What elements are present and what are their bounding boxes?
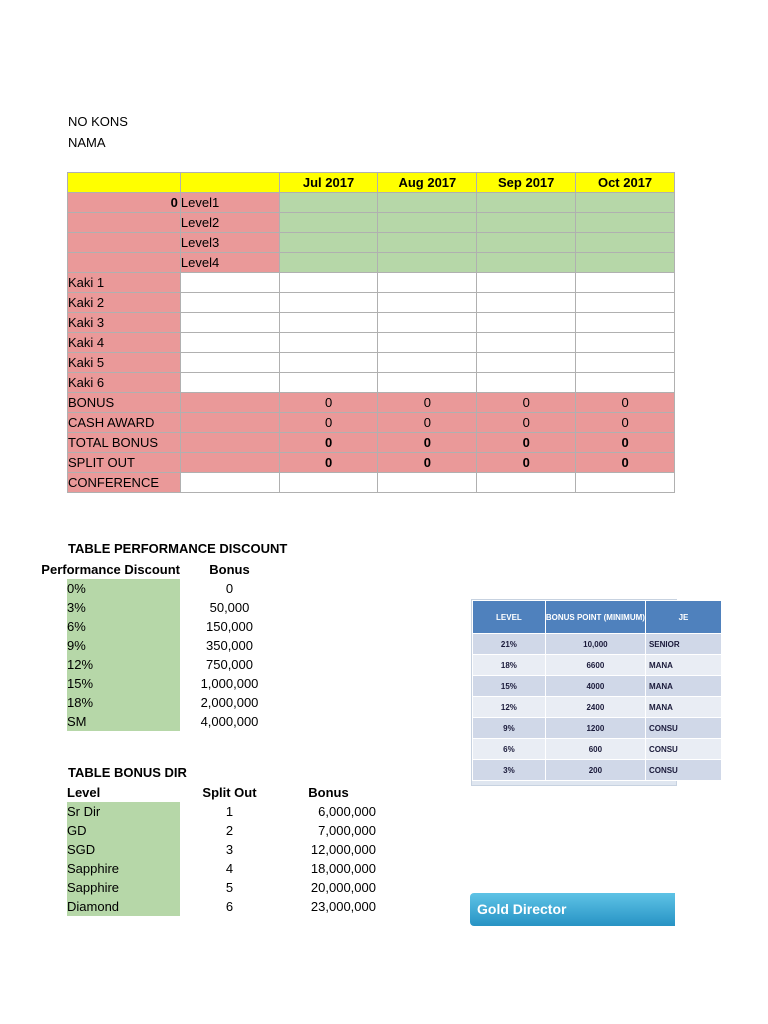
level-row (68, 253, 675, 273)
discount-cell: SM (67, 712, 180, 731)
month-header: Oct 2017 (576, 173, 675, 193)
conference-cell[interactable] (378, 473, 477, 493)
level-cell[interactable] (378, 233, 477, 253)
kaki-row (68, 273, 675, 293)
level-image-row (473, 760, 722, 781)
cash-award-label: CASH AWARD (68, 413, 181, 433)
level-cell[interactable] (378, 253, 477, 273)
level-cell[interactable] (477, 193, 576, 213)
kaki-cell[interactable] (378, 313, 477, 333)
conference-row (68, 473, 675, 493)
bonus-dir-row (67, 897, 378, 916)
bonus-cell: 0 (225, 581, 234, 596)
kaki-cell[interactable] (180, 273, 279, 293)
kaki-cell[interactable] (576, 353, 675, 373)
conference-cell[interactable] (180, 473, 279, 493)
level-image-row (473, 634, 722, 655)
level-image-row (473, 676, 722, 697)
total-bonus-value: 0 (477, 433, 576, 453)
bonus-cell: 7,000,000 (318, 823, 376, 838)
bonus-dir-row (67, 859, 378, 878)
level-cell[interactable] (378, 193, 477, 213)
level-image-point: 6600 (545, 655, 645, 676)
bonus-dir-header-row (67, 783, 378, 802)
bonus-cell: 18,000,000 (310, 861, 376, 876)
bonus-value: 0 (576, 393, 675, 413)
level-image-title: MANA (645, 697, 721, 718)
nama-label: NAMA (68, 135, 106, 150)
conference-cell[interactable] (576, 473, 675, 493)
kaki-cell[interactable] (477, 313, 576, 333)
kaki-cell[interactable] (378, 353, 477, 373)
split-out-col-header: Split Out (202, 785, 257, 800)
performance-row (67, 655, 279, 674)
bonus-value: 0 (477, 393, 576, 413)
level-cell: GD (67, 821, 180, 840)
performance-row (67, 693, 279, 712)
level-image-point: 600 (545, 739, 645, 760)
kaki-cell[interactable] (576, 313, 675, 333)
level-cell: Sr Dir (67, 802, 180, 821)
level-cell[interactable] (279, 193, 378, 213)
kaki-cell[interactable] (576, 273, 675, 293)
cash-award-row (68, 413, 675, 433)
level-image-title: CONSU (645, 760, 721, 781)
kaki-cell[interactable] (279, 293, 378, 313)
bonus-cell: 6,000,000 (318, 804, 376, 819)
kaki-cell[interactable] (378, 373, 477, 393)
level-label: Level3 (180, 233, 279, 253)
level-cell[interactable] (279, 213, 378, 233)
total-bonus-row (68, 433, 675, 453)
split-out-value: 0 (477, 453, 576, 473)
level-image-point: 1200 (545, 718, 645, 739)
split-out-value: 0 (279, 453, 378, 473)
level-cell[interactable] (477, 213, 576, 233)
level-cell[interactable] (477, 233, 576, 253)
level-image-level: 12% (473, 697, 546, 718)
split-out-value: 0 (378, 453, 477, 473)
level-image-title: CONSU (645, 718, 721, 739)
split-out-label: SPLIT OUT (68, 453, 181, 473)
kaki-label: Kaki 3 (68, 313, 181, 333)
discount-cell: 12% (67, 655, 180, 674)
bonus-row (68, 393, 675, 413)
bonus-dir-row (67, 821, 378, 840)
performance-row (67, 712, 279, 731)
bonus-dir-row (67, 802, 378, 821)
level-image-header-cell: LEVEL (473, 601, 546, 634)
level-image-header-cell: JE (645, 601, 721, 634)
level-cell[interactable] (477, 253, 576, 273)
level-requirements-table (472, 600, 722, 781)
kaki-cell[interactable] (576, 333, 675, 353)
level-image-title: SENIOR (645, 634, 721, 655)
level-image-level: 21% (473, 634, 546, 655)
level-requirements-image (471, 599, 689, 786)
kaki-cell[interactable] (279, 333, 378, 353)
conference-cell[interactable] (477, 473, 576, 493)
conference-cell[interactable] (279, 473, 378, 493)
kaki-row (68, 353, 675, 373)
kaki-cell[interactable] (378, 333, 477, 353)
bonus-cell: 50,000 (209, 600, 250, 615)
level-cell[interactable] (279, 233, 378, 253)
level-cell[interactable] (576, 233, 675, 253)
level-cell[interactable] (576, 253, 675, 273)
bonus-value: 0 (378, 393, 477, 413)
cash-award-value: 0 (576, 413, 675, 433)
level-row (68, 193, 675, 213)
level-image-level: 18% (473, 655, 546, 676)
kaki-cell[interactable] (180, 313, 279, 333)
split-cell: 5 (225, 880, 234, 895)
bonus-cell: 750,000 (206, 657, 253, 672)
level-image-title: MANA (645, 676, 721, 697)
kaki-cell[interactable] (180, 353, 279, 373)
level-image-point: 2400 (545, 697, 645, 718)
bonus-cell: 2,000,000 (200, 695, 259, 710)
performance-table-title: TABLE PERFORMANCE DISCOUNT (68, 541, 288, 556)
kaki-row (68, 333, 675, 353)
gold-director-banner: Gold Director (470, 893, 675, 926)
bonus-dir-row (67, 840, 378, 859)
kaki-row (68, 293, 675, 313)
cash-award-value: 0 (477, 413, 576, 433)
no-kons-label: NO KONS (68, 114, 128, 129)
level-image-header-cell: BONUS POINT (MINIMUM) (545, 601, 645, 634)
kaki-cell[interactable] (477, 333, 576, 353)
level-image-title: CONSU (645, 739, 721, 760)
kaki-cell[interactable] (477, 353, 576, 373)
bonus-cell: 4,000,000 (200, 714, 259, 729)
level-image-title: MANA (645, 655, 721, 676)
kaki-cell[interactable] (279, 313, 378, 333)
level-image-point: 4000 (545, 676, 645, 697)
bonus-cell: 20,000,000 (310, 880, 376, 895)
total-bonus-value: 0 (576, 433, 675, 453)
level-label: Level4 (180, 253, 279, 273)
level-image-point: 10,000 (545, 634, 645, 655)
level-cell[interactable] (279, 253, 378, 273)
kaki-cell[interactable] (576, 373, 675, 393)
level-image-level: 15% (473, 676, 546, 697)
kaki-cell[interactable] (576, 293, 675, 313)
split-cell: 2 (225, 823, 234, 838)
total-bonus-label: TOTAL BONUS (68, 433, 181, 453)
bonus-cell: 12,000,000 (310, 842, 376, 857)
discount-cell: 15% (67, 674, 180, 693)
kaki-cell[interactable] (279, 373, 378, 393)
bonus-cell: 1,000,000 (200, 676, 259, 691)
kaki-cell[interactable] (180, 293, 279, 313)
level-cell: Sapphire (67, 878, 180, 897)
kaki-row (68, 313, 675, 333)
performance-col-header: Performance Discount (41, 562, 180, 577)
bonus-value: 0 (279, 393, 378, 413)
split-out-row (68, 453, 675, 473)
level-image-row (473, 739, 722, 760)
month-header: Jul 2017 (279, 173, 378, 193)
main-bonus-table (67, 172, 675, 493)
conference-label: CONFERENCE (68, 473, 181, 493)
level-image-level: 6% (473, 739, 546, 760)
level-cell[interactable] (378, 213, 477, 233)
month-header: Sep 2017 (477, 173, 576, 193)
kaki-cell[interactable] (378, 293, 477, 313)
discount-cell: 18% (67, 693, 180, 712)
cash-award-value: 0 (279, 413, 378, 433)
level-image-row (473, 718, 722, 739)
performance-header-row (67, 560, 279, 579)
bonus-dir-row (67, 878, 378, 897)
level-label: Level1 (180, 193, 279, 213)
level-row (68, 233, 675, 253)
level-cell: SGD (67, 840, 180, 859)
level-cell: Sapphire (67, 859, 180, 878)
level-cell[interactable] (576, 213, 675, 233)
kaki-label: Kaki 6 (68, 373, 181, 393)
kaki-cell[interactable] (477, 293, 576, 313)
kaki-cell[interactable] (180, 333, 279, 353)
cash-award-value: 0 (378, 413, 477, 433)
discount-cell: 3% (67, 598, 180, 617)
kaki-label: Kaki 5 (68, 353, 181, 373)
discount-cell: 9% (67, 636, 180, 655)
discount-cell: 0% (67, 579, 180, 598)
level-image-header (473, 601, 722, 634)
kaki-cell[interactable] (180, 373, 279, 393)
level-cell: Diamond (67, 897, 180, 916)
level-image-level: 9% (473, 718, 546, 739)
split-cell: 3 (225, 842, 234, 857)
performance-row (67, 598, 279, 617)
kaki-cell[interactable] (477, 373, 576, 393)
bonus-label: BONUS (68, 393, 181, 413)
bonus-cell: 150,000 (206, 619, 253, 634)
bonus-cell: 23,000,000 (310, 899, 376, 914)
month-header-row (68, 173, 675, 193)
bonus-cell: 350,000 (206, 638, 253, 653)
level-col-header: Level (67, 785, 101, 800)
split-cell: 4 (225, 861, 234, 876)
level-label: Level2 (180, 213, 279, 233)
month-header: Aug 2017 (378, 173, 477, 193)
bonus-col-header: Bonus (308, 785, 349, 800)
kaki-label: Kaki 1 (68, 273, 181, 293)
bonus-col-header: Bonus (209, 562, 250, 577)
kaki-cell[interactable] (279, 353, 378, 373)
level-row (68, 213, 675, 233)
level-cell[interactable] (576, 193, 675, 213)
performance-row (67, 579, 279, 598)
level-image-row (473, 697, 722, 718)
kaki-row (68, 373, 675, 393)
performance-row (67, 617, 279, 636)
split-cell: 6 (225, 899, 234, 914)
split-out-value: 0 (576, 453, 675, 473)
discount-cell: 6% (67, 617, 180, 636)
total-bonus-value: 0 (378, 433, 477, 453)
zero-value: 0 (68, 193, 181, 213)
level-image-row (473, 655, 722, 676)
kaki-cell[interactable] (279, 273, 378, 293)
kaki-label: Kaki 4 (68, 333, 181, 353)
kaki-cell[interactable] (378, 273, 477, 293)
split-cell: 1 (225, 804, 234, 819)
performance-discount-table (41, 560, 279, 731)
bonus-dir-table-title: TABLE BONUS DIR (68, 765, 187, 780)
bonus-dir-table (67, 783, 378, 916)
kaki-cell[interactable] (477, 273, 576, 293)
kaki-label: Kaki 2 (68, 293, 181, 313)
total-bonus-value: 0 (279, 433, 378, 453)
performance-row (67, 674, 279, 693)
level-image-point: 200 (545, 760, 645, 781)
level-image-level: 3% (473, 760, 546, 781)
performance-row (67, 636, 279, 655)
